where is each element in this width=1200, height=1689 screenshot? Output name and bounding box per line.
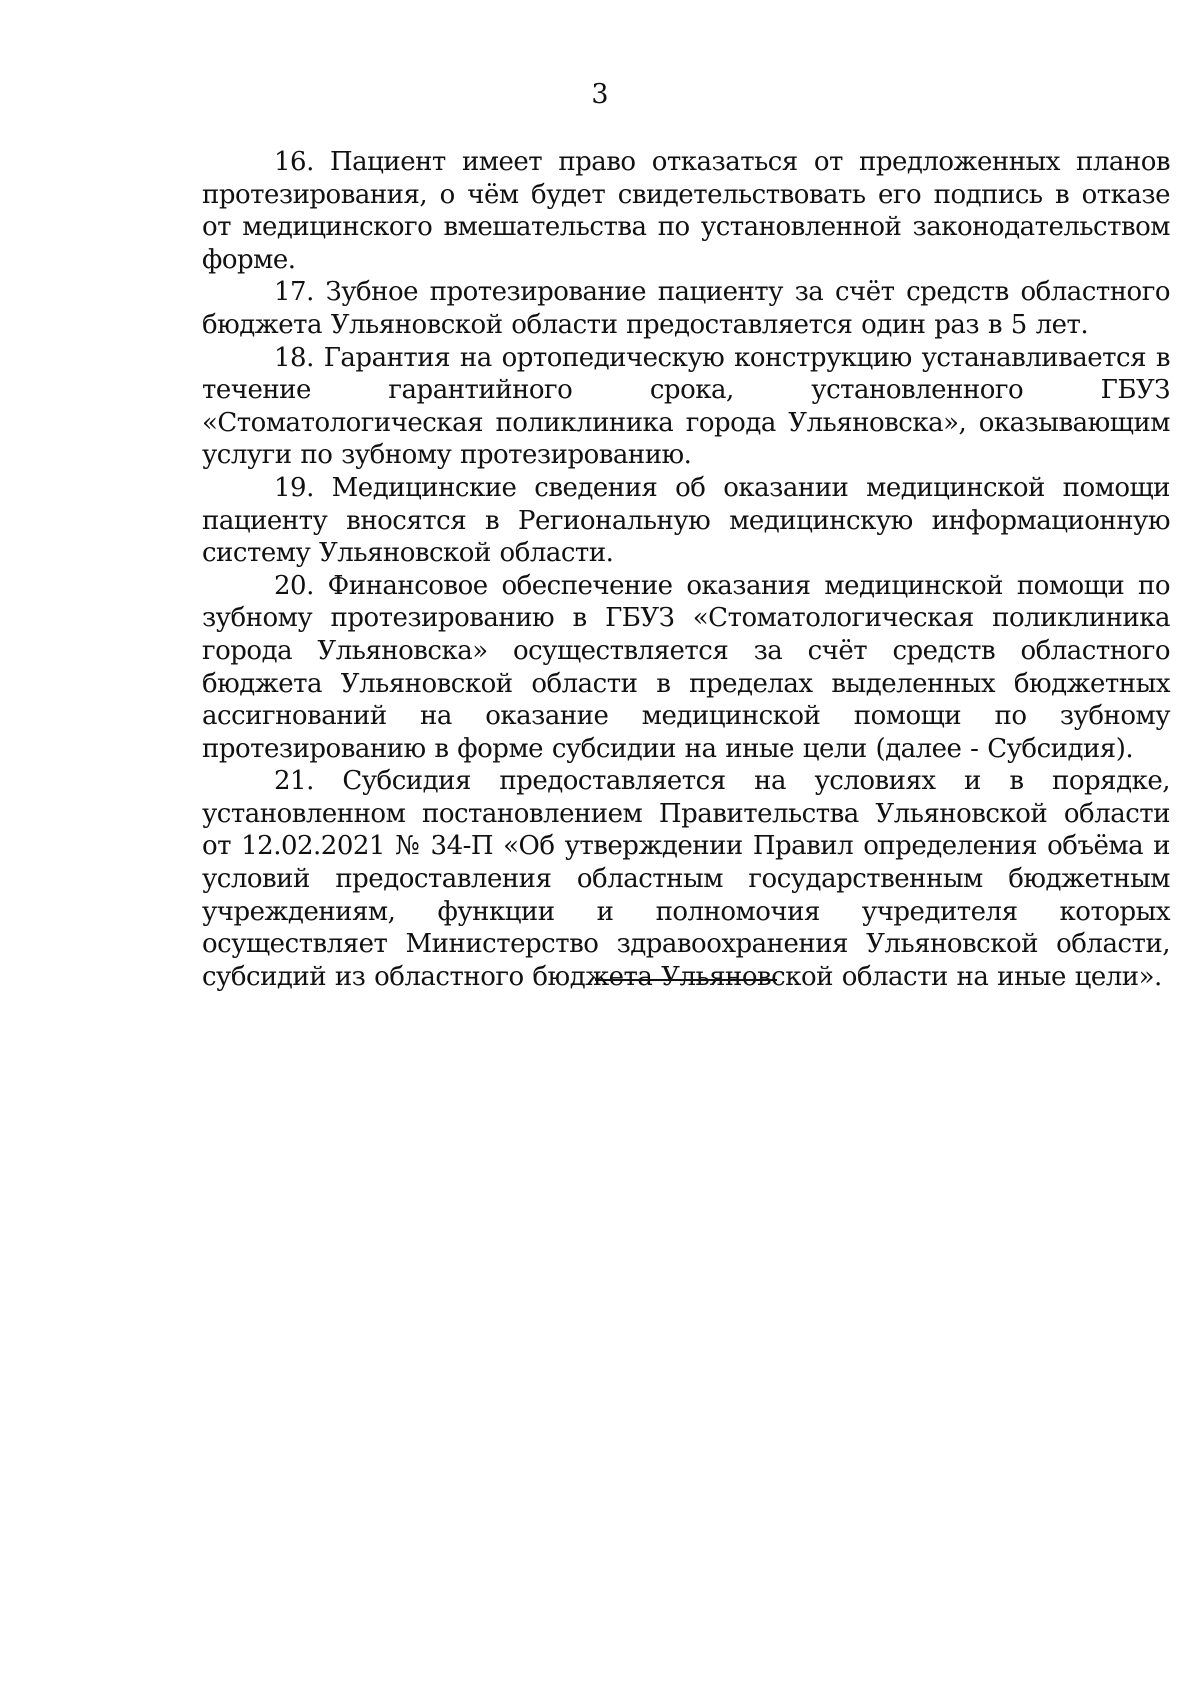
paragraph-20: 20. Финансовое обеспечение оказания медицинской помощи по зубному протезированию в ГБУЗ «Стоматологическая поликлиника города Ульяновска» осуществляется за счёт средств областного бюджета Ульяновской области в пределах выделенных бюджетных ассигнований на оказание медицинской помощи по зубному протезированию в форме субсидии на иные цели (далее - Субсидия). [202,570,1170,764]
paragraph-19: 19. Медицинские сведения об оказании медицинской помощи пациенту вносятся в Региональную медицинскую информационную систему Ульяновской области. [202,472,1170,569]
paragraph-18: 18. Гарантия на ортопедическую конструкцию устанавливается в течение гарантийного срока, установленного ГБУЗ «Стоматологическая поликлиника города Ульяновска», оказывающим услуги по зубному протезированию. [202,342,1170,471]
document-body [202,146,1170,993]
paragraph-21: 21. Субсидия предоставляется на условиях и в порядке, установленном постановлением Правительства Ульяновской области от 12.02.2021 № 34-П «Об утверждении Правил определения объёма и условий предоставления областным государственным бюджетным учреждениям, функции и полномочия учредителя которых осуществляет Министерство здравоохранения Ульяновской области, субсидий из областного бюджета Ульяновской области на иные цели». [202,766,1170,992]
end-of-text-divider [595,979,777,981]
paragraph-17: 17. Зубное протезирование пациенту за счёт средств областного бюджета Ульяновской области предоставляется один раз в 5 лет. [202,277,1170,340]
paragraph-16: 16. Пациент имеет право отказаться от предложенных планов протезирования, о чём будет свидетельствовать его подпись в отказе от медицинского вмешательства по установленной законодательством форме. [202,147,1170,275]
page-number: 3 [591,79,609,110]
